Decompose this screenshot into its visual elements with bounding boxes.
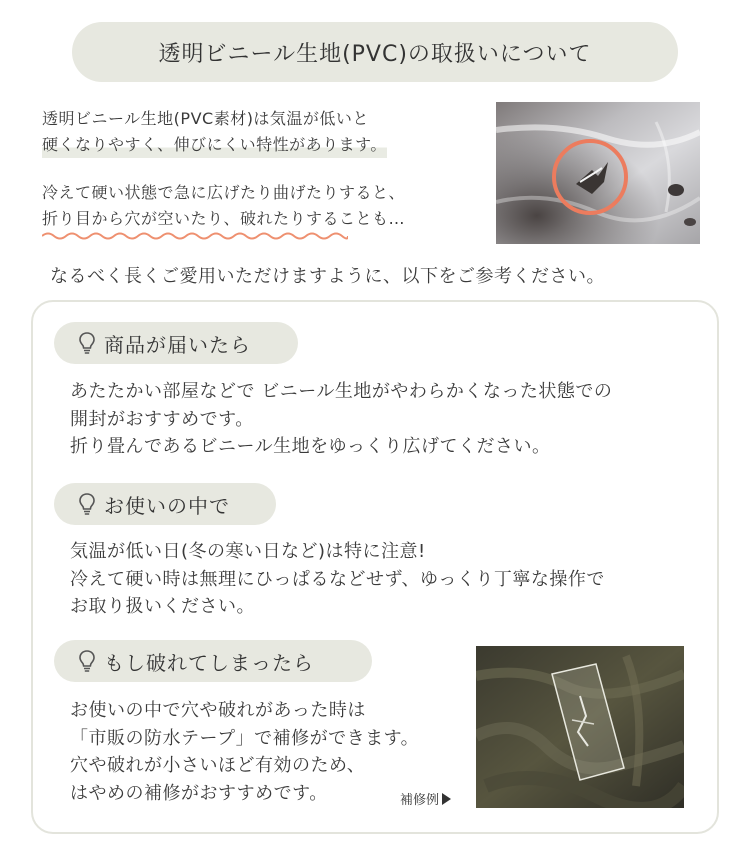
section-heading-text: お使いの中で [104,493,230,518]
section-body-arrival [70,378,612,461]
intro-line-2-highlight: 硬くなりやすく、伸びにくい特性があります。 [42,132,387,158]
section-body-in-use [70,538,605,621]
section-heading-text: 商品が届いたら [104,332,251,357]
usage-request: なるべく長くご愛用いただけますように、以下をご参考ください。 [50,266,605,287]
section-line: 穴や破れが小さいほど有効のため、 [70,755,366,776]
intro-line-3: 冷えて硬い状態で急に広げたり曲げたりすると、 [42,183,406,202]
section-line: 冷えて硬い時は無理にひっぱるなどせず、ゆっくり丁寧な操作で [70,568,605,590]
section-line: お使いの中で穴や破れがあった時は [70,700,366,721]
torn-vinyl-photo [496,102,700,244]
section-line: はやめの補修がおすすめです。 [70,782,328,804]
intro-line-1: 透明ビニール生地(PVC素材)は気温が低いと [42,109,369,128]
section-line: 「市販の防水テープ」で補修ができます。 [70,727,420,749]
intro-text [42,106,482,232]
section-body-torn [70,697,419,807]
section-heading-torn [54,640,372,682]
section-line: お取り扱いください。 [70,596,255,617]
repair-example-label: 補修例 [400,793,440,808]
section-line: 開封がおすすめです。 [70,408,254,430]
section-line: あたたかい部屋などで ビニール生地がやわらかくなった状態での [70,381,613,402]
section-line: 気温が低い日(冬の寒い日など)は特に注意! [70,541,426,562]
page-title [72,22,678,82]
lightbulb-icon [78,492,96,516]
intro-line-4-text: 折り目から穴が空いたり、破れたりすることも… [42,209,406,228]
page-title-text: 透明ビニール生地(PVC)の取扱いについて [158,41,592,67]
repair-example-photo [476,646,684,808]
section-heading-in-use [54,483,276,525]
wavy-underline [42,231,348,241]
intro-line-4-underlined [42,206,405,232]
lightbulb-icon [78,331,96,355]
section-heading-text: もし破れてしまったら [104,650,314,675]
repair-example-caption [400,789,451,808]
triangle-right-icon [442,793,451,805]
section-line: 折り畳んであるビニール生地をゆっくり広げてください。 [70,436,551,457]
section-heading-arrival [54,322,298,364]
lightbulb-icon [78,649,96,673]
